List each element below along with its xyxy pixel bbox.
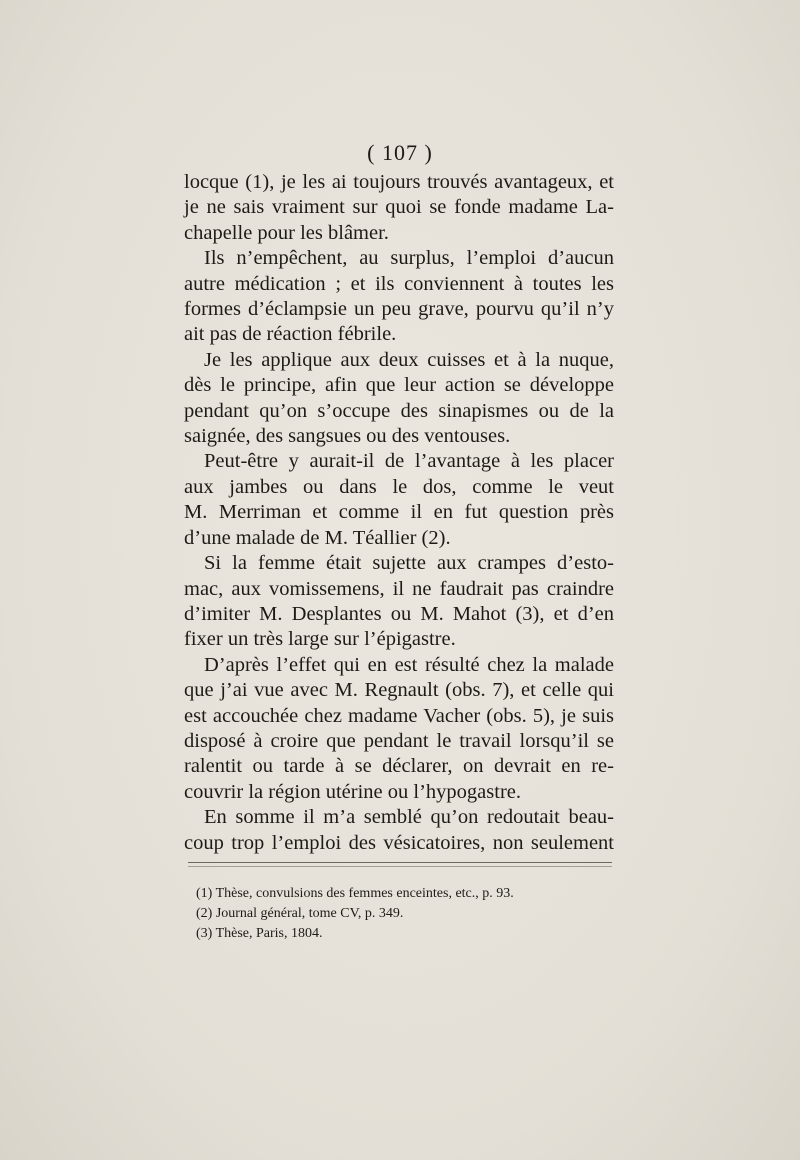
footnote-3: (3) Thèse, Paris, 1804. [196,926,323,941]
text-line: fixer un très large sur l’épigastre. [184,628,456,651]
text-line: M. Merriman et comme il en fut question près [184,501,614,524]
text-line: je ne sais vraiment sur quoi se fonde madame La- [184,196,614,219]
text-line: que j’ai vue avec M. Regnault (obs. 7), et celle qui [184,679,614,702]
footnote-divider-secondary [188,866,612,867]
body-text [184,170,614,856]
text-line: saignée, des sangsues ou des ventouses. [184,425,511,448]
text-line: ait pas de réaction fébrile. [184,323,397,346]
text-line: Je les applique aux deux cuisses et à la nuque, [204,348,614,371]
text-line: locque (1), je les ai toujours trouvés avantageux, et [184,171,614,193]
footnote-2: (2) Journal général, tome CV, p. 349. [196,906,404,921]
text-line: ralentit ou tarde à se déclarer, on devrait en re- [184,755,614,778]
page-number: ( 107 ) [367,140,433,165]
text-line: mac, aux vomissemens, il ne faudrait pas craindre [184,577,614,600]
text-line: disposé à croire que pendant le travail lorsqu’il se [184,729,614,752]
text-line: autre médication ; et ils conviennent à toutes les [184,272,614,295]
text-line: dès le principe, afin que leur action se développe [184,374,614,397]
text-line: En somme il m’a semblé qu’on redoutait beau- [204,806,614,829]
text-line: D’après l’effet qui en est résulté chez la malade [204,653,614,676]
text-line: coup trop l’emploi des vésicatoires, non seulement [184,831,614,854]
text-line: pendant qu’on s’occupe des sinapismes ou de la [184,399,614,422]
text-line: Si la femme était sujette aux crampes d’esto- [204,552,614,575]
footnote-1: (1) Thèse, convulsions des femmes enceintes, etc., p. 93. [196,886,514,901]
text-line: Ils n’empêchent, au surplus, l’emploi d’aucun [204,247,614,270]
footnotes [196,884,616,944]
text-line: est accouchée chez madame Vacher (obs. 5), je suis [184,704,614,727]
footnote-divider [188,862,612,863]
text-line: d’une malade de M. Téallier (2). [184,526,451,549]
text-line: Peut-être y aurait-il de l’avantage à les placer [204,450,614,473]
text-line: formes d’éclampsie un peu grave, pourvu qu’il n’y [184,298,614,321]
text-line: couvrir la région utérine ou l’hypogastre. [184,780,521,803]
text-line: chapelle pour les blâmer. [184,221,389,244]
text-line: aux jambes ou dans le dos, comme le veut [184,475,614,498]
text-line: d’imiter M. Desplantes ou M. Mahot (3), et d’en [184,602,614,625]
